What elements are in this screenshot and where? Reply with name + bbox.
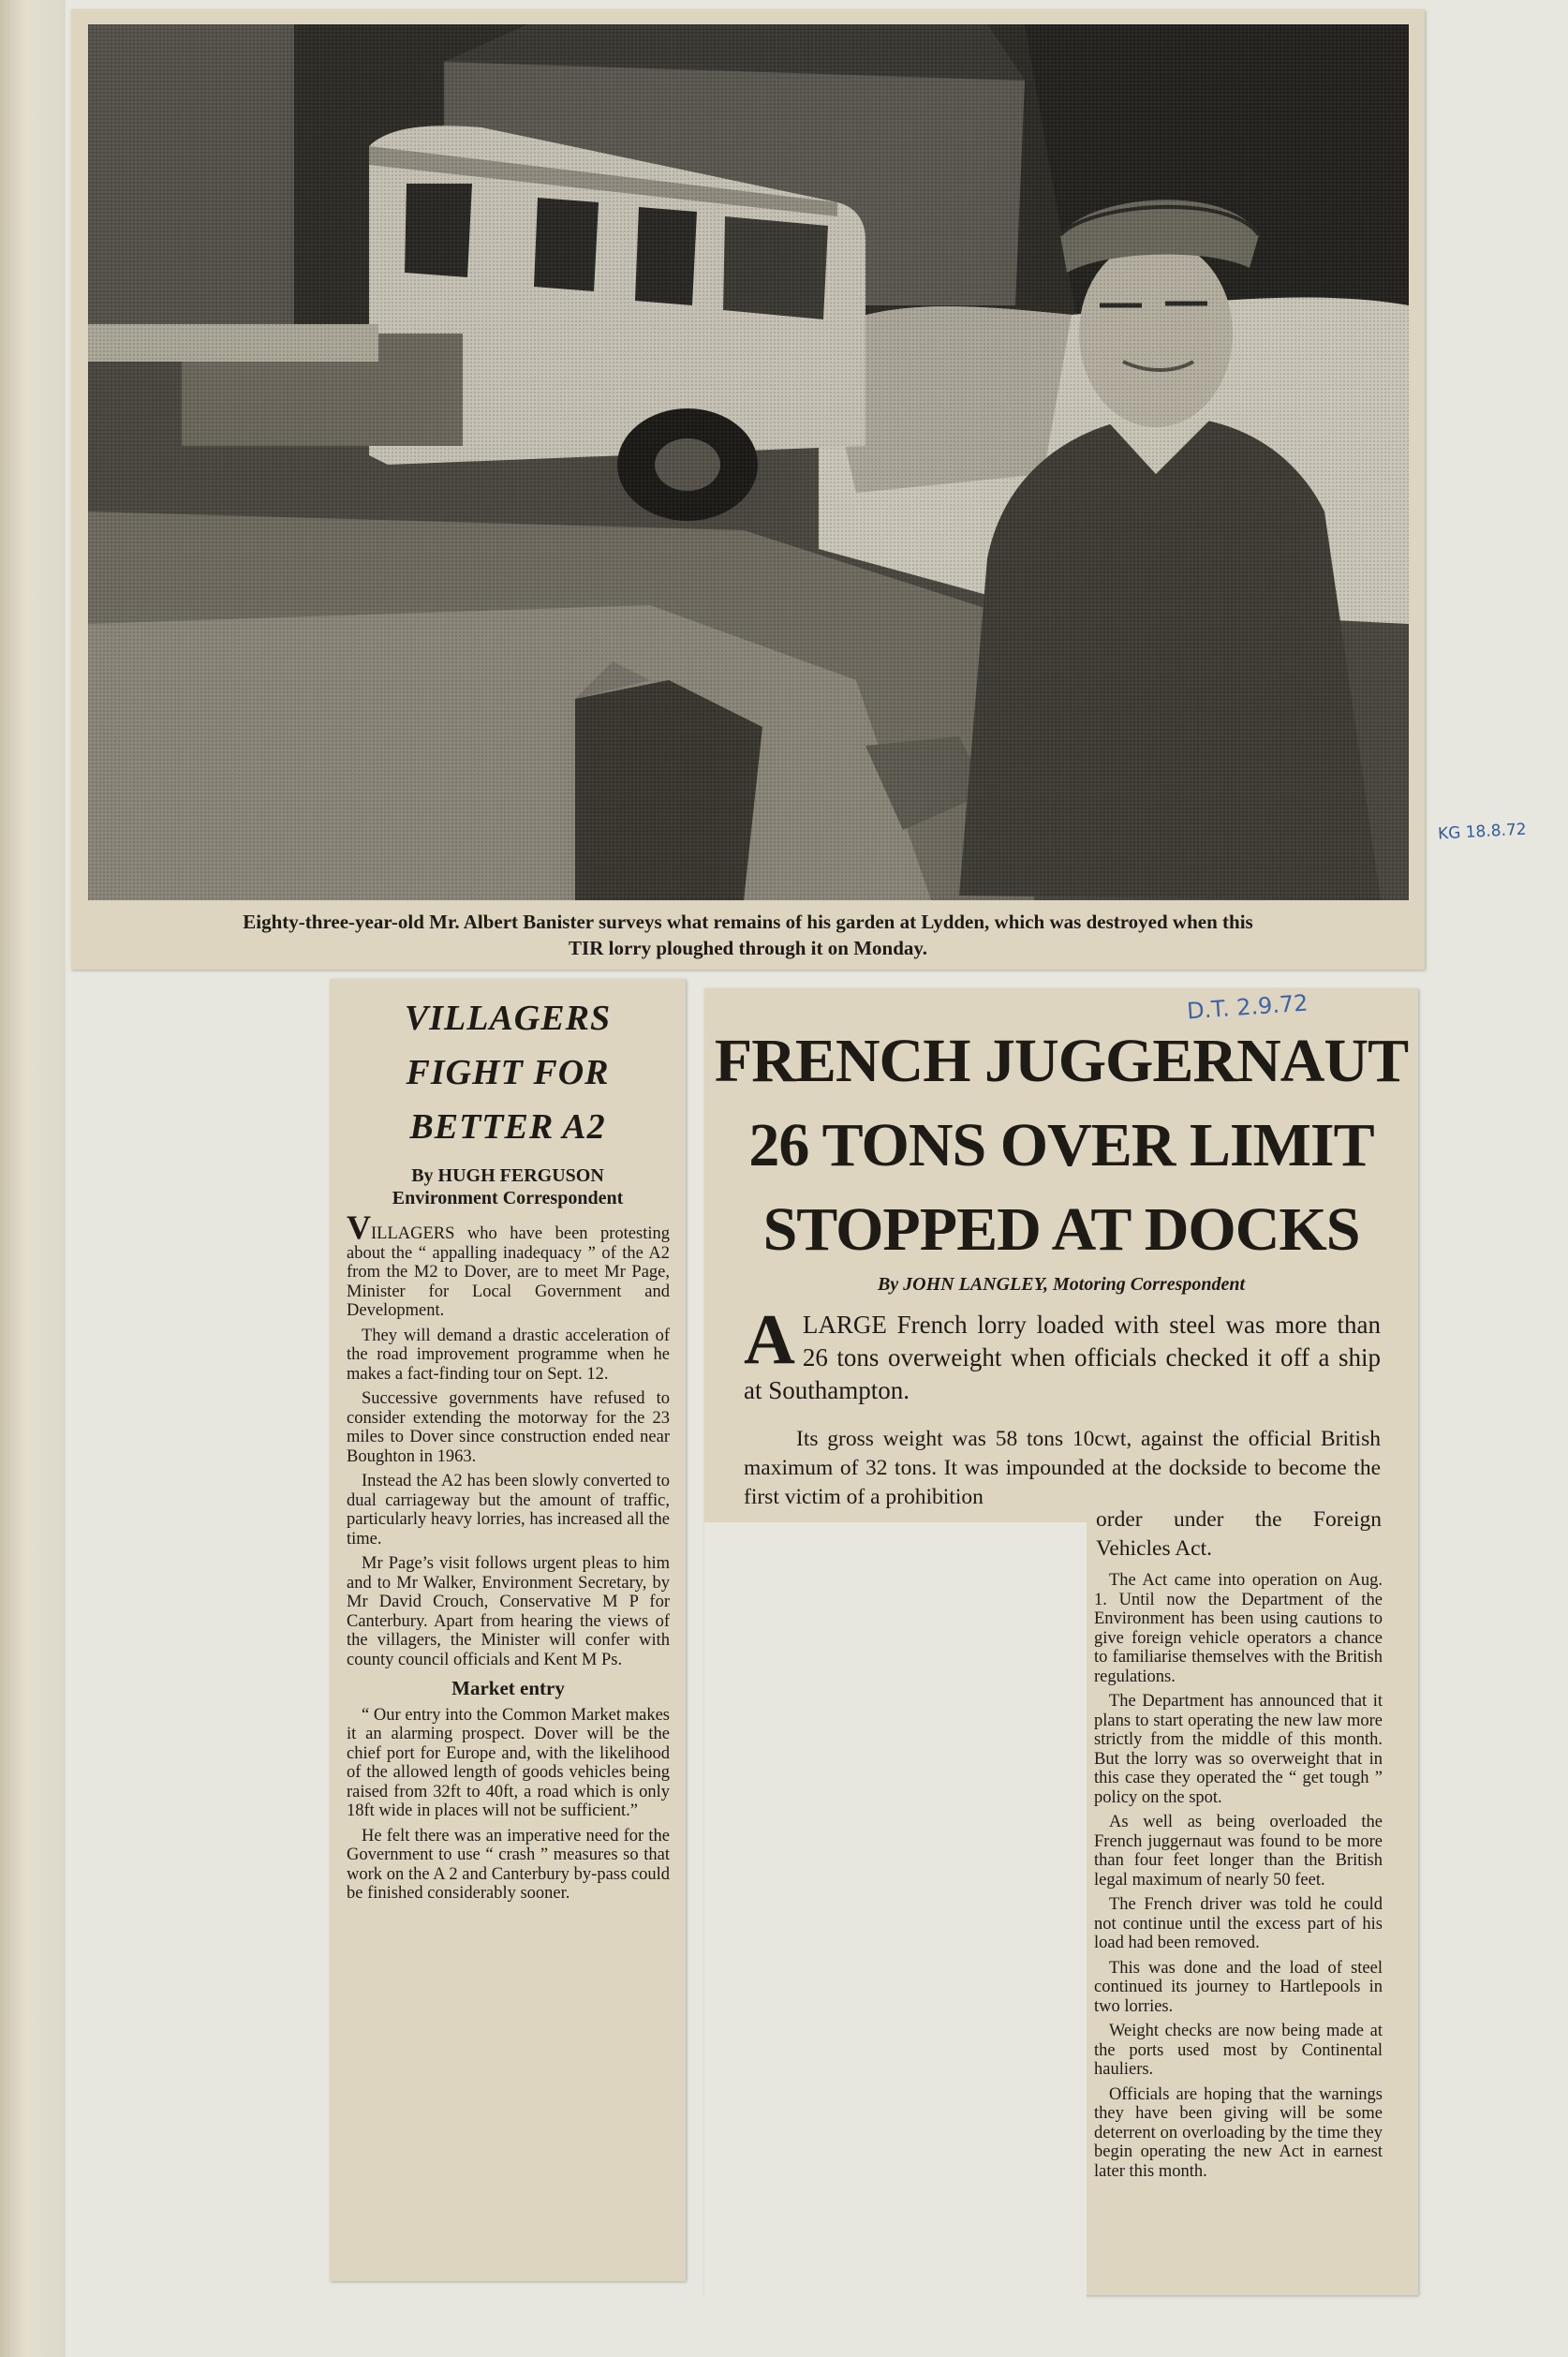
- dropcap: A: [744, 1300, 795, 1379]
- caption-line-2: TIR lorry ploughed through it on Monday.: [569, 937, 927, 959]
- photo-clipping: [71, 9, 1425, 970]
- juggernaut-article-clipping: [704, 988, 1418, 2295]
- caption-line-1: Eighty-three-year-old Mr. Albert Banister surveys what remains of his garden at Lydden, which was destroyed when this: [243, 911, 1253, 933]
- headline-line-1: FRENCH JUGGERNAUT: [714, 1027, 1409, 1095]
- handwritten-date-note: D.T. 2.9.72: [1186, 989, 1309, 1025]
- article-body: [347, 1208, 670, 1909]
- article-body-column: [1094, 1571, 1383, 2187]
- headline-line-2: FIGHT FOR: [406, 1053, 610, 1092]
- paragraph: “ Our entry into the Common Market makes it an alarming prospect. Dover will be the chief port for Europe and, with the likelihood of the allowed length of goods vehicles being raised from 32ft to 40ft, a road which is only 18ft wide in places will not be sufficient.”: [347, 1705, 670, 1820]
- paragraph: Instead the A2 has been slowly converted to dual carriageway but the amount of traffic, particularly heavy lorries, has increased all the time.: [347, 1472, 670, 1549]
- headline-line-2: 26 TONS OVER LIMIT: [748, 1111, 1374, 1179]
- handwritten-margin-note: KG 18.8.72: [1437, 820, 1528, 844]
- byline: By HUGH FERGUSON: [411, 1165, 604, 1186]
- lead-text: ILLAGERS who have been protesting about the “ appalling inadequacy ” of the A2 from the M2 to Dover, are to meet Mr Page, Minister for Local Government and Development.: [347, 1224, 670, 1320]
- paragraph: This was done and the load of steel continued its journey to Hartlepools in two lorries.: [1094, 1958, 1383, 2016]
- lead-paragraph: [347, 1208, 670, 1321]
- paragraph: As well as being overloaded the French juggernaut was found to be more than four feet longer than the British legal maximum of nearly 50 feet.: [1094, 1813, 1383, 1890]
- subhead: Market entry: [451, 1677, 565, 1699]
- paragraph: The Department has announced that it plans to start operating the new law more strictly from the middle of this month. But the lorry was so overweight that in this case they operated the “ get tough ” policy on the spot.: [1094, 1692, 1383, 1807]
- paragraph: He felt there was an imperative need for the Government to use “ crash ” measures so that work on the A 2 and Canterbury by-pass could be finished considerably sooner.: [347, 1826, 670, 1903]
- paragraph: Mr Page’s visit follows urgent pleas to him and to Mr Walker, Environment Secretary, by Mr David Crouch, Conservative M P for Canterbury. Apart from hearing the views of the villagers, the Minister will confer with county council officials and Kent M Ps.: [347, 1554, 670, 1669]
- dropcap: V: [347, 1208, 371, 1246]
- photo-caption: [99, 909, 1397, 961]
- byline-block: [330, 1164, 686, 1209]
- villagers-article-clipping: [330, 979, 686, 2281]
- paragraph: The French driver was told he could not continue until the excess part of his load had been removed.: [1094, 1895, 1383, 1952]
- cut-out-area: [704, 1522, 1087, 2309]
- paragraph: They will demand a drastic acceleration of the road improvement programme when he makes a fact-finding tour on Sept. 12.: [347, 1326, 670, 1384]
- byline-role: Environment Correspondent: [392, 1188, 624, 1208]
- paragraph: Weight checks are now being made at the ports used most by Continental hauliers.: [1094, 2022, 1383, 2079]
- paragraph: Its gross weight was 58 tons 10cwt, against the official British maximum of 32 tons. It was impounded at the dockside to become the first victim of a prohibition: [744, 1427, 1381, 1509]
- paragraph-continued: order under the Foreign Vehicles Act.: [1096, 1507, 1382, 1561]
- newspaper-photo: [88, 24, 1409, 900]
- paragraph: The Act came into operation on Aug. 1. Until now the Department of the Environment has been using cautions to give foreign vehicle operators a chance to familiarise themselves with the British regulations.: [1094, 1571, 1383, 1686]
- lead-text: LARGE French lorry loaded with steel was more than 26 tons overweight when officials checked it off a ship at Southampton.: [744, 1311, 1381, 1404]
- headline-line-3: STOPPED AT DOCKS: [762, 1195, 1360, 1264]
- paragraph: Officials are hoping that the warnings they have been giving will be some deterrent on overloading by the time they begin operating the new Act in earnest later this month.: [1094, 2084, 1383, 2181]
- byline: By JOHN LANGLEY, Motoring Correspondent: [877, 1274, 1246, 1295]
- headline-line-1: VILLAGERS: [404, 999, 612, 1038]
- album-binding: [0, 0, 66, 2357]
- lead-paragraph: [744, 1300, 1381, 1407]
- headline-line-3: BETTER A2: [409, 1107, 606, 1147]
- paragraph: Successive governments have refused to consider extending the motorway for the 23 miles to Dover since construction ended near Boughton in 1963.: [347, 1389, 670, 1466]
